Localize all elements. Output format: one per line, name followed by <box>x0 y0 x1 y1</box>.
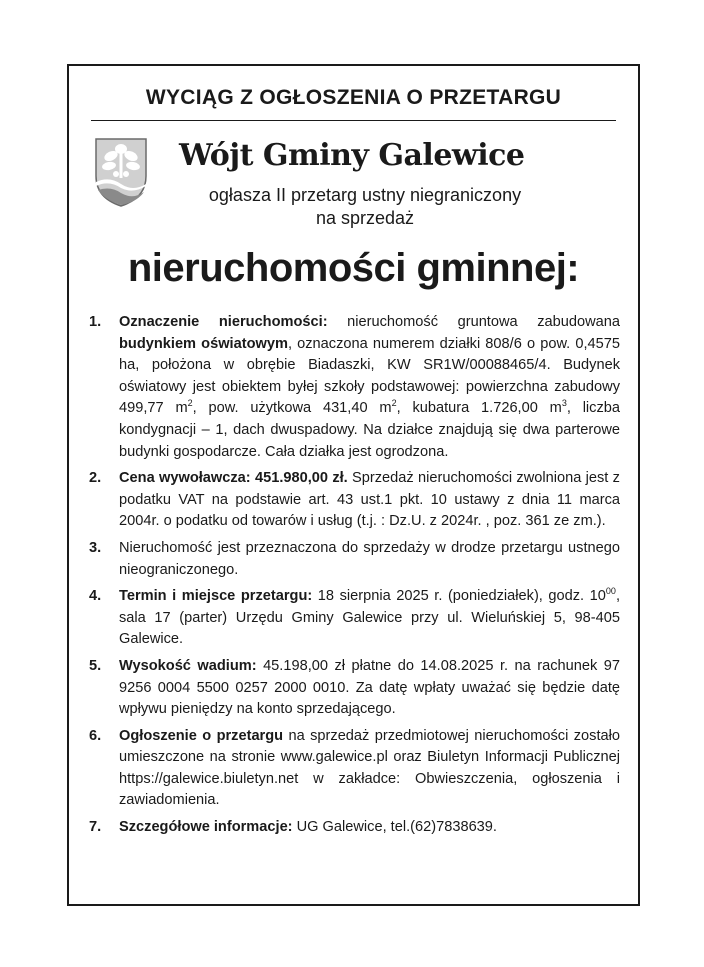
list-item <box>89 312 620 463</box>
item-label: Oznaczenie nieruchomości: <box>119 314 328 330</box>
item-text: nieruchomość gruntowa zabudowana <box>327 314 620 330</box>
item-number: 2. <box>89 470 102 487</box>
item-label: Wysokość wadium: <box>119 657 257 674</box>
announcement-subtitle <box>175 184 555 230</box>
item-number: 1. <box>89 314 102 330</box>
list-item <box>89 656 620 721</box>
item-text: , sala 17 (parter) Urzędu Gminy Galewice przy ul. Wieluńskiej 5, 98-405 Galewice. <box>119 588 620 648</box>
announcement-line-1: ogłasza II przetarg ustny niegraniczony <box>208 185 522 205</box>
item-text: UG Galewice, tel.(62)7838639. <box>292 819 497 836</box>
superscript: 2 <box>391 398 397 409</box>
main-title: nieruchomości gminnej: <box>127 246 580 290</box>
details-list <box>89 312 620 844</box>
document-header: WYCIĄG Z OGŁOSZENIA O PRZETARGU <box>145 86 562 109</box>
item-text: , liczba kondygnacji – 1, dach dwuspadowy. Na działce znajdują się dwa parterowe budynki gospodarcze. Cała działka jest ogrodzona. <box>119 400 621 460</box>
item-label: Cena wywoławcza: 451.980,00 zł. <box>119 470 348 487</box>
item-label: Termin i miejsce przetargu: <box>119 588 313 605</box>
organization-name: Wójt Gminy Galewice <box>179 138 525 173</box>
announcement-line-2: na sprzedaż <box>315 208 415 228</box>
item-text: Nieruchomość jest przeznaczona do sprzedaży w drodze przetargu ustnego nieograniczonego. <box>119 539 620 578</box>
list-item <box>89 538 620 581</box>
superscript: 00 <box>605 586 616 597</box>
superscript: 3 <box>561 398 567 409</box>
item-label-bold: budynkiem oświatowym <box>119 335 288 352</box>
list-item <box>89 586 620 651</box>
coat-of-arms-icon <box>93 136 149 208</box>
item-label: Szczegółowe informacje: <box>119 819 293 836</box>
item-number: 4. <box>89 588 102 605</box>
item-text: na sprzedaż przedmiotowej nieruchomości zostało umieszczone na stronie www.galewice.pl oraz Biuletyn Informacji Publicznej https://galewice.biuletyn.net w zakładce: Obwieszczenia, ogłoszenia i zawiadomienia. <box>119 727 620 809</box>
item-text: , kubatura 1.726,00 m <box>396 400 562 417</box>
item-number: 5. <box>89 657 102 674</box>
list-item <box>89 817 620 839</box>
item-number: 7. <box>89 819 102 836</box>
list-item <box>89 468 620 533</box>
superscript: 2 <box>187 398 193 409</box>
header-divider <box>91 120 616 121</box>
item-text: , pow. użytkowa 431,40 m <box>192 400 392 417</box>
list-item <box>89 726 620 812</box>
item-number: 3. <box>89 539 102 556</box>
item-text: , oznaczona numerem działki 808/6 o pow. 0,4575 ha, położona w obrębie Biadaszki, KW SR1W/00088465/4. Budynek oświatowy jest obiektem byłej szkoły podstawowej: powierzchna zabudowy 499,77 m <box>119 335 620 417</box>
item-text: Sprzedaż nieruchomości zwolniona jest z podatku VAT na podstawie art. 43 ust.1 pkt. 10 ustawy z dnia 11 marca 2004r. o podatku od towarów i usług (t.j. : Dz.U. z 2024r. , poz. 361 ze zm.). <box>119 470 620 530</box>
item-text: 18 sierpnia 2025 r. (poniedziałek), godz. 10 <box>312 588 606 605</box>
item-text: 45.198,00 zł płatne do 14.08.2025 r. na rachunek 97 9256 0004 5500 0257 2000 0010. Za datę wpłaty uważać się będzie datę wpływu pieniędzy na konto sprzedającego. <box>119 657 620 718</box>
announcement-frame <box>67 64 640 906</box>
item-label: Ogłoszenie o przetargu <box>119 727 284 744</box>
item-number: 6. <box>89 727 102 744</box>
